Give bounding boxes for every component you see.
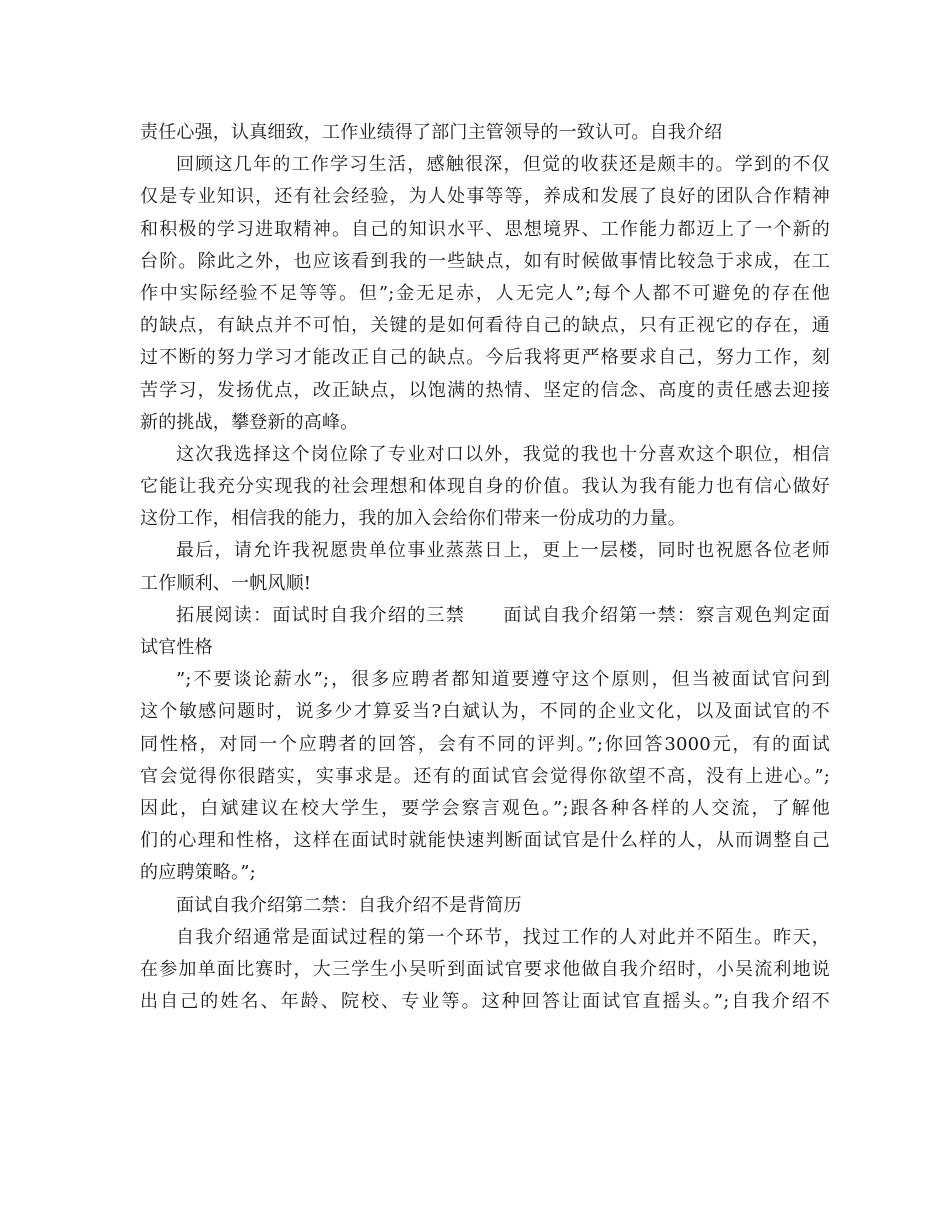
text-line: 拓展阅读：面试时自我介绍的三禁 面试自我介绍第一禁：察言观色判定面 (176, 604, 830, 626)
text-line: 回顾这几年的工作学习生活，感触很深，但觉的收获还是颇丰的。学到的不仅 (176, 154, 830, 176)
text-line: 过不断的努力学习才能改正自己的缺点。今后我将更严格要求自己，努力工作，刻 (140, 347, 830, 369)
text-line: 最后，请允许我祝愿贵单位事业蒸蒸日上，更上一层楼，同时也祝愿各位老师 (176, 540, 830, 562)
text-line: 面试自我介绍第二禁：自我介绍不是背简历 (176, 894, 522, 916)
text-line: 台阶。除此之外，也应该看到我的一些缺点，如有时候做事情比较急于求成，在工 (140, 250, 830, 272)
text-line: 的应聘策略。”; (140, 862, 256, 884)
text-line: 因此，白斌建议在校大学生，要学会察言观色。”;跟各种各样的人交流，了解他 (140, 797, 830, 819)
text-line: 试官性格 (140, 637, 213, 658)
text-line: 的缺点，有缺点并不可怕，关键的是如何看待自己的缺点，只有正视它的存在，通 (140, 315, 830, 337)
body-text (140, 117, 830, 1018)
text-line: 它能让我充分实现我的社会理想和体现自身的价值。我认为我有能力也有信心做好 (140, 476, 830, 498)
text-line: 同性格，对同一个应聘者的回答，会有不同的评判。”;你回答3000元，有的面试 (140, 733, 830, 755)
text-line: 出自己的姓名、年龄、院校、专业等。这种回答让面试官直摇头。”;自我介绍不 (140, 991, 830, 1013)
text-line: 和积极的学习进取精神。自己的知识水平、思想境界、工作能力都迈上了一个新的 (140, 218, 830, 240)
text-line: 这个敏感问题时，说多少才算妥当?白斌认为，不同的企业文化，以及面试官的不 (140, 701, 830, 723)
text-line: 这次我选择这个岗位除了专业对口以外，我觉的我也十分喜欢这个职位，相信 (176, 443, 830, 465)
text-line: 们的心理和性格，这样在面试时就能快速判断面试官是什么样的人，从而调整自己 (140, 830, 830, 852)
text-line: 苦学习，发扬优点，改正缺点，以饱满的热情、坚定的信念、高度的责任感去迎接 (140, 379, 830, 401)
text-line: 仅是专业知识，还有社会经验，为人处事等等，养成和发展了良好的团队合作精神 (140, 186, 830, 208)
text-line: 官会觉得你很踏实，实事求是。还有的面试官会觉得你欲望不高，没有上进心。”; (140, 765, 830, 787)
text-line: 新的挑战，攀登新的高峰。 (140, 411, 359, 433)
text-line: 在参加单面比赛时，大三学生小吴听到面试官要求他做自我介绍时，小吴流利地说 (140, 958, 830, 980)
text-line: 责任心强，认真细致，工作业绩得了部门主管领导的一致认可。自我介绍 (140, 122, 723, 143)
text-line: ”;不要谈论薪水”;，很多应聘者都知道要遵守这个原则，但当被面试官问到 (176, 669, 830, 691)
text-line: 工作顺利、一帆风顺! (140, 572, 312, 594)
text-line: 作中实际经验不足等等。但”;金无足赤，人无完人”;每个人都不可避免的存在他 (140, 282, 830, 304)
text-line: 这份工作，相信我的能力，我的加入会给你们带来一份成功的力量。 (140, 508, 686, 530)
text-line: 自我介绍通常是面试过程的第一个环节，找过工作的人对此并不陌生。昨天， (176, 926, 830, 948)
